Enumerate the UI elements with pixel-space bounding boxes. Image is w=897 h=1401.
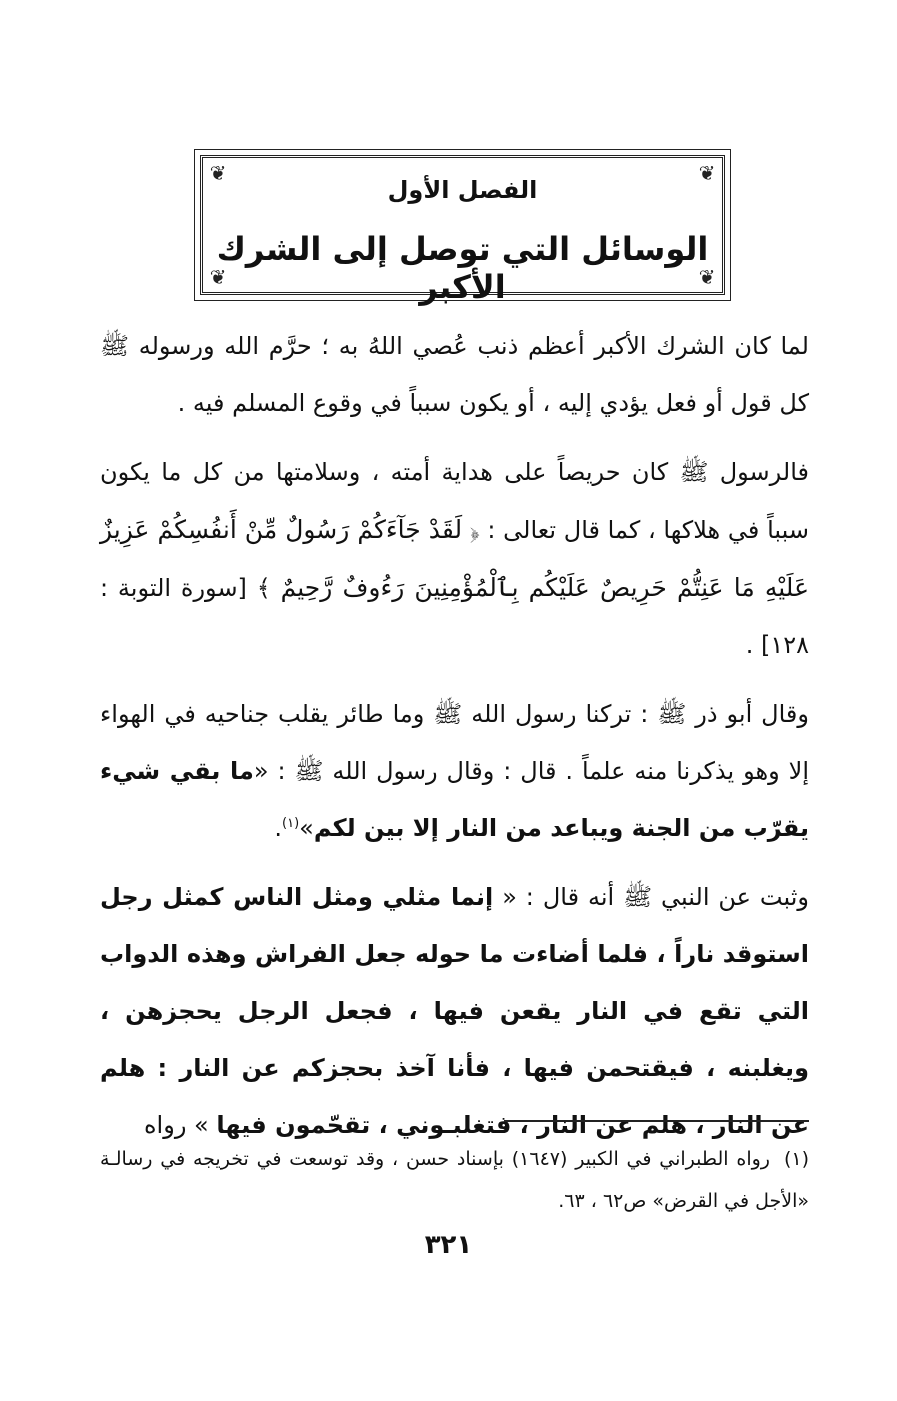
footnotes bbox=[100, 1138, 809, 1222]
paragraph-text: » bbox=[299, 814, 314, 842]
corner-ornament-icon: ❦ bbox=[209, 161, 227, 185]
corner-ornament-icon: ❦ bbox=[698, 161, 716, 185]
hadith-text: إنما مثلي ومثل الناس كمثل رجل استوقد ناراً ، فلما أضاءت ما حوله جعل الفراش وهذه الدواب التي تقع في النار يقعن فيها ، فجعل الرجل يحجزهن ، ويغلبنه ، فيقتحمن فيها ، فأنا آخذ بحجزكم عن النار : هلم عن النار ، هلم عن النار ، فتغلبـوني ، تقحّمون فيها bbox=[100, 883, 809, 1139]
paragraph-text: ﴾ [سورة التوبة : ١٢٨] . bbox=[100, 574, 809, 659]
page-number: ٣٢١ bbox=[424, 1230, 473, 1260]
paragraph-text: لما كان الشرك الأكبر أعظم ذنب عُصي اللهُ به ؛ حرَّم الله ورسوله ﷺ كل قول أو فعل يؤدي إليه ، أو يكون سبباً في وقوع المسلم فيه . bbox=[100, 332, 809, 417]
paragraph-text: وقال أبو ذر ﷺ : تركنا رسول الله ﷺ وما طائر يقلب جناحيه في الهواء إلا وهو يذكرنا منه علماً . قال : وقال رسول الله ﷺ : « bbox=[100, 700, 809, 785]
paragraph-text: . bbox=[274, 814, 283, 842]
footnote-number: (١) bbox=[783, 1148, 810, 1170]
footnote-divider bbox=[504, 1120, 809, 1122]
footnote-reference[interactable]: (١) bbox=[282, 816, 300, 831]
paragraph bbox=[100, 444, 809, 674]
corner-ornament-icon: ❦ bbox=[209, 265, 227, 289]
paragraph bbox=[100, 318, 809, 432]
paragraph bbox=[100, 686, 809, 857]
body-text bbox=[100, 318, 809, 1166]
chapter-header-frame bbox=[200, 155, 725, 306]
hadith-text: ما بقي شيء يقرّب من الجنة ويباعد من النار إلا بين لكم bbox=[100, 757, 809, 842]
footnote-item bbox=[100, 1138, 809, 1222]
paragraph bbox=[100, 869, 809, 1154]
footnote-text: رواه الطبراني في الكبير (١٦٤٧) بإسناد حسن ، وقد توسعت في تخريجه في رسالـة «الأجل في القرض» ص٦٢ ، ٦٣. bbox=[100, 1148, 809, 1212]
chapter-title: الوسائل التي توصل إلى الشرك الأكبر bbox=[216, 230, 709, 306]
paragraph-text: وثبت عن النبي ﷺ أنه قال : « bbox=[493, 883, 809, 911]
chapter-number: الفصل الأول bbox=[387, 176, 538, 204]
quran-verse: لَقَدْ جَآءَكُمْ رَسُولٌ مِّنْ أَنفُسِكُمْ عَزِيزٌ عَلَيْهِ مَا عَنِتُّمْ حَرِيصٌ عَلَيْكُم بِٱلْمُؤْمِنِينَ رَءُوفٌ رَّحِيمٌ bbox=[100, 515, 809, 602]
corner-ornament-icon: ❦ bbox=[698, 265, 716, 289]
paragraph-text: » رواه bbox=[143, 1111, 217, 1139]
paragraph-text: فالرسول ﷺ كان حريصاً على هداية أمته ، وسلامتها من كل ما يكون سبباً في هلاكها ، كما قال تعالى : ﴿ bbox=[100, 458, 809, 544]
